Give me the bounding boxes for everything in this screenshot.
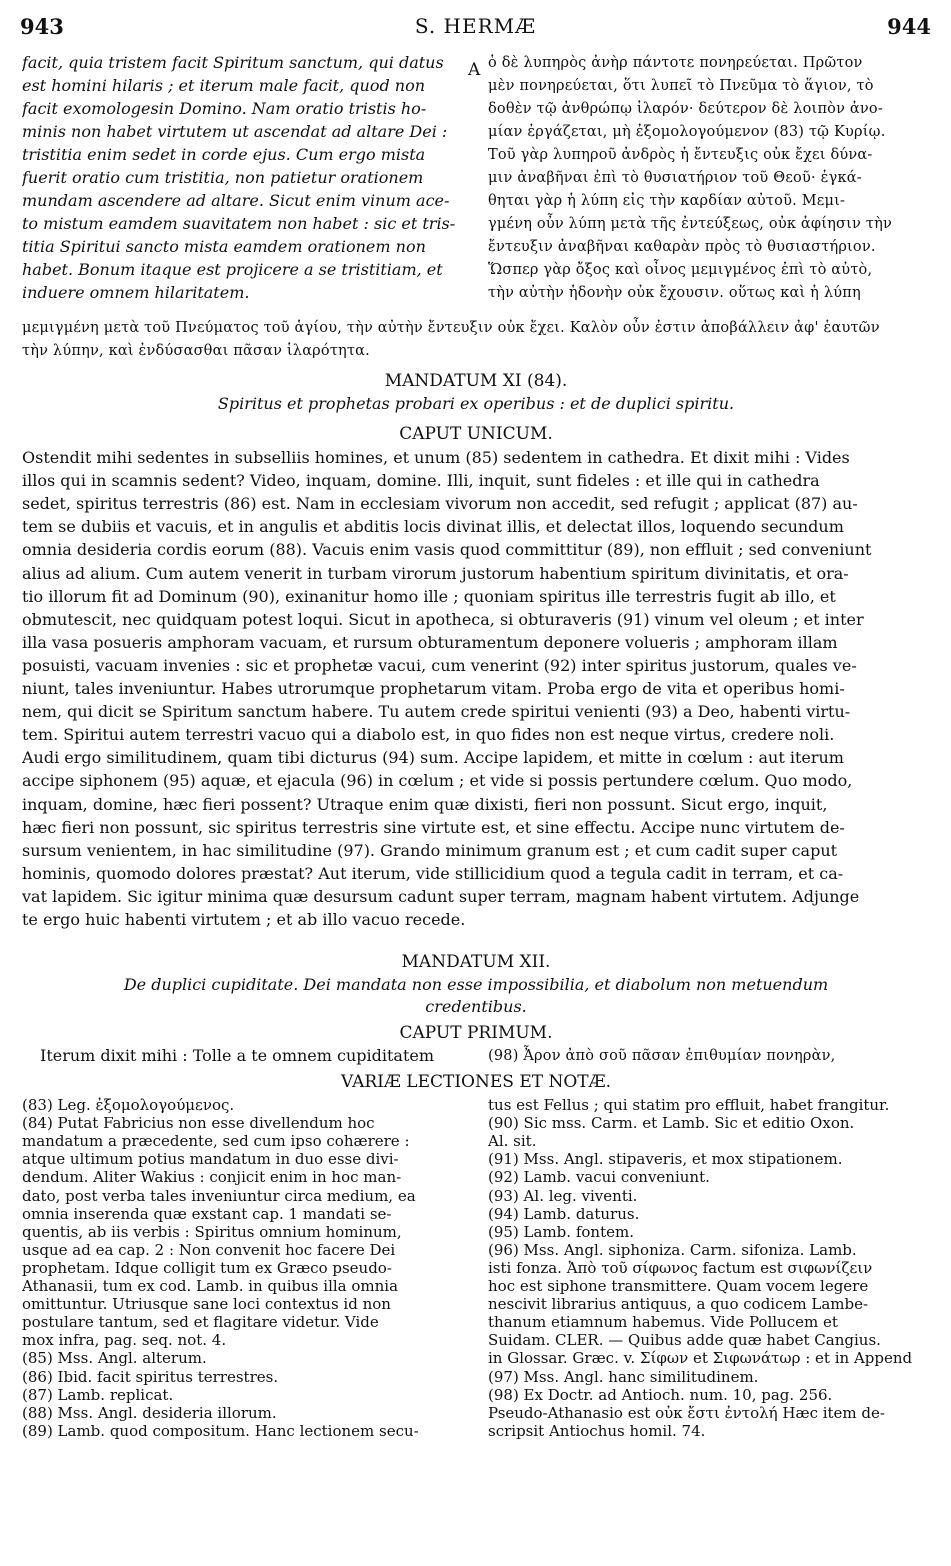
greek-line: δοθὲν τῷ ἀνθρώπῳ ἱλαρόν· δεύτερον δὲ λοιπὸν ἀνο- bbox=[488, 101, 883, 117]
latin-line: minis non habet virtutem ut ascendat ad altare Dei : bbox=[22, 122, 448, 141]
latin-line: to mistum eamdem suavitatem non habet : sic et tris- bbox=[22, 214, 456, 233]
latin-line: mundam ascendere ad altare. Sicut enim vinum ace- bbox=[22, 191, 450, 210]
body-line: accipe siphonem (95) aquæ, et ejacula (96) in cœlum ; et vide si possis pertundere cœlum. Quo modo, bbox=[22, 771, 853, 791]
note-line: hoc est siphone transmittere. Quam vocem legere bbox=[488, 1277, 869, 1295]
body-line: omnia desideria cordis eorum (88). Vacuis enim vasis quod committitur (89), non effluit ; sed conveniunt bbox=[22, 540, 872, 560]
body-line: inquam, domine, hæc fieri possent? Utraque enim quæ dixisti, fieri non possunt. Sicut ergo, inquit, bbox=[22, 794, 828, 814]
note-line: scripsit Antiochus homil. 74. bbox=[488, 1421, 706, 1440]
body-line: te ergo huic habenti virtutem ; et ab illo vacuo recede. bbox=[22, 910, 466, 929]
note-line: tus est Fellus ; qui statim pro effluit, habet frangitur. bbox=[488, 1096, 890, 1114]
running-title: S. HERMÆ bbox=[414, 14, 537, 38]
body-line: sedet, spiritus terrestris (86) est. Nam in ecclesiam vivorum non accedit, sed refugit ; applicat (87) au- bbox=[22, 494, 858, 514]
note-line: (83) Leg. ἐξομολογούμενος. bbox=[22, 1096, 235, 1114]
greek-line: τὴν λύπην, καὶ ἐνδύσασθαι πᾶσαν ἱλαρότητα. bbox=[22, 343, 370, 359]
body-line: posuisti, vacuam invenies : sic et prophetæ vacui, cum venerint (92) inter spiritus justorum, quales ve- bbox=[22, 655, 857, 675]
greek-line: ὁ δὲ λυπηρὸς ἀνὴρ πάντοτε πονηρεύεται. Πρῶτον bbox=[488, 55, 863, 71]
body-line: obmutescit, nec quidquam potest loqui. Sicut in apotheca, si obturaveris (91) vinum vel oleum ; et inter bbox=[22, 609, 864, 629]
body-line: Audi ergo similitudinem, quam tibi dicturus (94) sum. Accipe lapidem, et mitte in cœlum : aut iterum bbox=[22, 748, 844, 768]
latin-line: habet. Bonum itaque est projicere a se tristitiam, et bbox=[22, 260, 443, 279]
mandatum-11-caput: CAPUT UNICUM. bbox=[399, 424, 553, 444]
latin-line: fuerit oratio cum tristitia, non patietur orationem bbox=[22, 168, 424, 187]
note-line: (86) Ibid. facit spiritus terrestres. bbox=[22, 1367, 279, 1386]
body-line: hæc fieri non possunt, sic spiritus terrestris sine virtute est, et sine effectu. Accipe nunc virtutem de- bbox=[22, 817, 845, 837]
note-line: Al. sit. bbox=[488, 1132, 537, 1151]
body-line: niunt, tales inveniuntur. Habes utrorumque prophetarum vitam. Proba ergo de vita et operibus homi- bbox=[22, 679, 845, 698]
note-line: (85) Mss. Angl. alterum. bbox=[22, 1349, 207, 1368]
note-line: (88) Mss. Angl. desideria illorum. bbox=[22, 1403, 277, 1422]
note-line: dendum. Aliter Wakius : conjicit enim in hoc man- bbox=[22, 1168, 402, 1187]
note-line: atque ultimum potius mandatum in duo esse divi- bbox=[22, 1150, 399, 1169]
latin-line: tristitia enim sedet in corde ejus. Cum ergo mista bbox=[22, 145, 426, 164]
note-line: isti fonza. Ἀπὸ τοῦ σίφωνος factum est σιφωνίζειν bbox=[488, 1258, 873, 1277]
note-line: Athanasii, tum ex cod. Lamb. in quibus illa omnia bbox=[22, 1277, 399, 1295]
note-line: Pseudo-Athanasio est οὐκ ἔστι ἐντολή Hæc item de- bbox=[488, 1403, 885, 1422]
notes-title: VARIÆ LECTIONES ET NOTÆ. bbox=[340, 1072, 612, 1092]
body-line: hominis, quomodo dolores præstat? Aut iterum, vide stillicidium quod a tegula cadit in terram, et ca- bbox=[22, 863, 844, 883]
note-line: (93) Al. leg. viventi. bbox=[488, 1186, 638, 1205]
mandatum-12-greek-line: (98) Ἆρον ἀπὸ σοῦ πᾶσαν ἐπιθυμίαν πονηρὰν, bbox=[488, 1048, 836, 1064]
body-line: sursum venientem, in hac similitudine (97). Grando minimum granum est ; et cum cadit super caput bbox=[22, 840, 838, 860]
note-line: Suidam. CLER. — Quibus adde quæ habet Cangius. bbox=[488, 1331, 881, 1350]
mandatum-12-title: MANDATUM XII. bbox=[401, 952, 551, 972]
greek-line: ἔντευξιν ἀναβῆναι καθαρὰν πρὸς τὸ θυσιαστήριον. bbox=[488, 239, 876, 255]
body-line: illa vasa posueris amphoram vacuam, et rursum obturamentum deponere volueris ; amphoram illam bbox=[22, 632, 838, 652]
note-line: (90) Sic mss. Carm. et Lamb. Sic et editio Oxon. bbox=[488, 1114, 855, 1133]
note-line: usque ad ea cap. 2 : Non convenit hoc facere Dei bbox=[22, 1240, 396, 1259]
greek-line: τὴν αὐτὴν ἡδονὴν οὐκ ἔχουσιν. οὕτως καὶ ἡ λύπη bbox=[488, 285, 861, 301]
note-line: quentis, ab iis verbis : Spiritus omnium hominum, bbox=[22, 1222, 402, 1241]
page-header bbox=[20, 14, 931, 42]
latin-line: facit, quia tristem facit Spiritum sanctum, qui datus bbox=[22, 53, 444, 72]
note-line: (89) Lamb. quod compositum. Hanc lectionem secu- bbox=[22, 1421, 419, 1440]
greek-line: θηται γὰρ ἡ λύπη εἰς τὴν καρδίαν αὐτοῦ. Μεμι- bbox=[488, 193, 846, 209]
body-line: tem se dubiis et vacuis, et in angulis et abditis locis divinat illis, et delectat illos, loquendo secundum bbox=[22, 517, 844, 537]
note-line: dato, post verba tales inveniuntur circa medium, ea bbox=[22, 1186, 416, 1205]
mandatum-12-subtitle-1: De duplici cupiditate. Dei mandata non esse impossibilia, et diabolum non metuendum bbox=[123, 975, 829, 994]
greek-line: μίαν ἐργάζεται, μὴ ἐξομολογούμενον (83) τῷ Κυρίῳ. bbox=[488, 124, 886, 140]
note-line: postulare tantum, sed et flagitare videtur. Vide bbox=[22, 1313, 379, 1332]
note-line: (87) Lamb. replicat. bbox=[22, 1385, 174, 1404]
latin-line: facit exomologesin Domino. Nam oratio tristis ho- bbox=[22, 99, 427, 118]
mandatum-12-caput: CAPUT PRIMUM. bbox=[399, 1023, 553, 1043]
mandatum-11-subtitle: Spiritus et prophetas probari ex operibus : et de duplici spiritu. bbox=[217, 394, 735, 413]
greek-line: Τοῦ γὰρ λυπηροῦ ἀνδρὸς ἡ ἔντευξις οὐκ ἔχει δύνα- bbox=[488, 147, 873, 163]
note-line: in Glossar. Græc. v. Σίφων et Σιφωνάτωρ : et in Append bbox=[488, 1349, 913, 1368]
note-line: mox infra, pag. seq. not. 4. bbox=[22, 1331, 227, 1350]
note-line: (94) Lamb. daturus. bbox=[488, 1204, 640, 1223]
note-line: (91) Mss. Angl. stipaveris, et mox stipationem. bbox=[488, 1150, 843, 1169]
note-line: omnia inserenda quæ exstant cap. 1 mandati se- bbox=[22, 1204, 392, 1223]
note-line: (96) Mss. Angl. siphoniza. Carm. sifoniza. Lamb. bbox=[488, 1240, 857, 1259]
note-line: (95) Lamb. fontem. bbox=[488, 1222, 634, 1241]
greek-line: μὲν πονηρεύεται, ὅτι λυπεῖ τὸ Πνεῦμα τὸ ἅγιον, τὸ bbox=[488, 78, 874, 94]
mandatum-12-latin-line: Iterum dixit mihi : Tolle a te omnem cupiditatem bbox=[40, 1046, 435, 1065]
column-marker: A bbox=[468, 60, 481, 80]
page-number-right: 944 bbox=[887, 14, 931, 39]
greek-line: μεμιγμένη μετὰ τοῦ Πνεύματος τοῦ ἁγίου, τὴν αὐτὴν ἔντευξιν οὐκ ἔχει. Καλὸν οὖν ἐστιν ἀποβάλλειν ἀφ' ἑαυτῶν bbox=[22, 320, 880, 336]
body-line: Ostendit mihi sedentes in subselliis homines, et unum (85) sedentem in cathedra. Et dixit mihi : Vides bbox=[22, 448, 850, 467]
body-line: tio illorum fit ad Dominum (90), exinanitur homo ille ; quoniam spiritus ille terrestris fugit ab illo, et bbox=[22, 586, 836, 606]
latin-line: titia Spiritui sancto mista eamdem orationem non bbox=[22, 237, 426, 256]
note-line: prophetam. Idque colligit tum ex Græco pseudo- bbox=[22, 1258, 392, 1277]
note-line: (92) Lamb. vacui conveniunt. bbox=[488, 1168, 710, 1187]
note-line: nescivit librarius antiquus, a quo codicem Lambe- bbox=[488, 1295, 869, 1314]
mandatum-12-subtitle-2: credentibus. bbox=[425, 997, 527, 1016]
note-line: (98) Ex Doctr. ad Antioch. num. 10, pag. 256. bbox=[488, 1385, 833, 1404]
page-number-left: 943 bbox=[20, 14, 64, 39]
note-line: thanum etiamnum habemus. Vide Pollucem et bbox=[488, 1313, 838, 1332]
note-line: (84) Putat Fabricius non esse divellendum hoc bbox=[22, 1114, 375, 1133]
greek-line: Ὥσπερ γὰρ ὄξος καὶ οἶνος μεμιγμένος ἐπὶ τὸ αὐτὸ, bbox=[488, 262, 873, 278]
body-line: alius ad alium. Cum autem venerit in turbam virorum justorum habentium spiritum divinitatis, et ora- bbox=[22, 563, 849, 583]
greek-line: μιν ἀναβῆναι ἐπὶ τὸ θυσιατήριον τοῦ Θεοῦ· ἐγκά- bbox=[488, 170, 862, 186]
body-line: nem, qui dicit se Spiritum sanctum habere. Tu autem crede spiritui venienti (93) a Deo, habenti virtu- bbox=[22, 702, 851, 722]
note-line: omittuntur. Utriusque sane loci contextus id non bbox=[22, 1295, 391, 1314]
note-line: (97) Mss. Angl. hanc similitudinem. bbox=[488, 1367, 759, 1386]
greek-line: γμένη οὖν λύπη μετὰ τῆς ἐντεύξεως, οὐκ ἀφίησιν τὴν bbox=[488, 216, 892, 232]
body-line: vat lapidem. Sic igitur minima quæ desursum cadunt super terram, magnam habent virtutem. Adjunge bbox=[22, 886, 860, 906]
body-line: tem. Spiritui autem terrestri vacuo qui a diabolo est, in quo fides non est neque virtus, credere noli. bbox=[22, 725, 835, 745]
latin-line: induere omnem hilaritatem. bbox=[22, 283, 250, 302]
note-line: mandatum a præcedente, sed cum ipso cohærere : bbox=[22, 1132, 410, 1151]
body-line: illos qui in scamnis sedent? Video, inquam, domine. Illi, inquit, sunt fideles : et ille qui in cathedra bbox=[22, 471, 820, 491]
mandatum-11-title: MANDATUM XI (84). bbox=[384, 371, 568, 391]
latin-line: est homini hilaris ; et iterum male facit, quod non bbox=[22, 76, 426, 95]
